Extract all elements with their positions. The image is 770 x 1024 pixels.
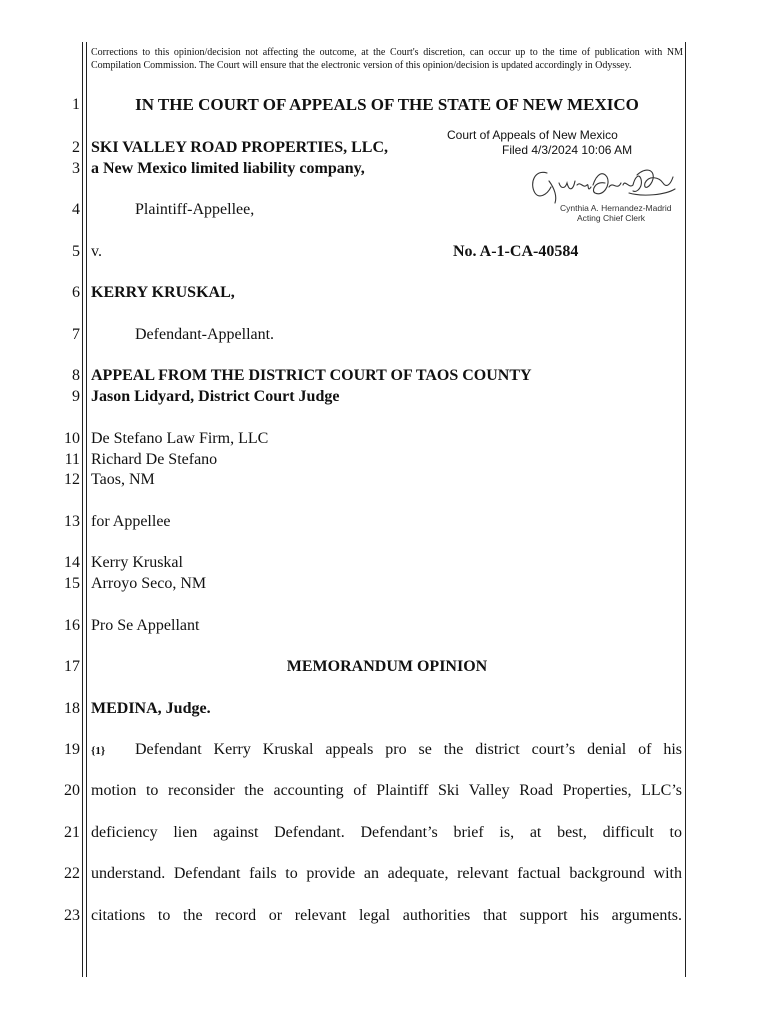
opinion-line: understand. Defendant fails to provide an adequate, relevant factual background with [91, 865, 682, 882]
paragraph-marker [91, 739, 131, 762]
appellant-role: Pro Se Appellant [91, 617, 200, 634]
line-number: 1 [72, 96, 80, 113]
defendant-name: KERRY KRUSKAL, [91, 284, 235, 301]
line-number: 21 [64, 824, 80, 841]
versus: v. [91, 243, 102, 260]
defendant-role: Defendant-Appellant. [135, 326, 275, 343]
plaintiff-description: a New Mexico limited liability company, [91, 160, 365, 177]
court-title: IN THE COURT OF APPEALS OF THE STATE OF NEW MEXICO [135, 95, 639, 114]
line-number: 4 [72, 201, 80, 218]
line-number: 18 [64, 700, 80, 717]
plaintiff-name: SKI VALLEY ROAD PROPERTIES, LLC, [91, 139, 388, 156]
right-margin-rule [685, 42, 686, 977]
line-number: 19 [64, 741, 80, 758]
line-number: 13 [64, 513, 80, 530]
left-margin-rule-inner [86, 42, 87, 977]
appellant-city: Arroyo Seco, NM [91, 575, 207, 592]
line-number: 17 [64, 658, 80, 675]
clerk-signature [525, 163, 680, 205]
opinion-line: deficiency lien against Defendant. Defendant’s brief is, at best, difficult to [91, 824, 682, 841]
opinion-line: citations to the record or relevant legal authorities that support his arguments. [91, 907, 682, 924]
clerk-role: Acting Chief Clerk [577, 213, 646, 223]
line-number: 8 [72, 367, 80, 384]
opinion-line: motion to reconsider the accounting of Plaintiff Ski Valley Road Properties, LLC’s [91, 782, 682, 799]
line-number: 3 [72, 160, 80, 177]
filing-stamp-date: Filed 4/3/2024 10:06 AM [502, 143, 633, 157]
plaintiff-role: Plaintiff-Appellee, [135, 201, 255, 218]
opinion-heading: MEMORANDUM OPINION [286, 658, 488, 675]
appeal-court: APPEAL FROM THE DISTRICT COURT OF TAOS COUNTY [91, 367, 532, 384]
line-number: 7 [72, 326, 80, 343]
line-number: 12 [64, 471, 80, 488]
line-number: 10 [64, 430, 80, 447]
line-number: 11 [64, 451, 80, 468]
line-number: 23 [64, 907, 80, 924]
line-number: 15 [64, 575, 80, 592]
line-number: 9 [72, 388, 80, 405]
paragraph-number: {1} [91, 745, 106, 757]
clerk-name: Cynthia A. Hernandez-Madrid [560, 203, 672, 213]
line-number: 22 [64, 865, 80, 882]
line-number: 20 [64, 782, 80, 799]
authoring-judge: MEDINA, Judge. [91, 700, 211, 717]
filing-stamp-court: Court of Appeals of New Mexico [447, 128, 618, 142]
corrections-notice: Corrections to this opinion/decision not affecting the outcome, at the Court's discretion, can occur up to the time of publication with NM Compilation Commission. The Court will ensure that the electronic version of this opinion/decision is updated accordingly in Odyssey. [91, 47, 683, 71]
appellant-name: Kerry Kruskal [91, 554, 183, 571]
line-number: 16 [64, 617, 80, 634]
counsel-for: for Appellee [91, 513, 171, 530]
case-number: No. A-1-CA-40584 [453, 243, 579, 260]
opinion-line: Defendant Kerry Kruskal appeals pro se the district court’s denial of his [135, 741, 682, 758]
counsel-city: Taos, NM [91, 471, 155, 488]
line-number: 5 [72, 243, 80, 260]
counsel-firm: De Stefano Law Firm, LLC [91, 430, 269, 447]
left-margin-rule [82, 42, 83, 977]
line-number: 2 [72, 139, 80, 156]
district-judge: Jason Lidyard, District Court Judge [91, 388, 340, 405]
line-number: 6 [72, 284, 80, 301]
counsel-attorney: Richard De Stefano [91, 451, 218, 468]
line-number: 14 [64, 554, 80, 571]
